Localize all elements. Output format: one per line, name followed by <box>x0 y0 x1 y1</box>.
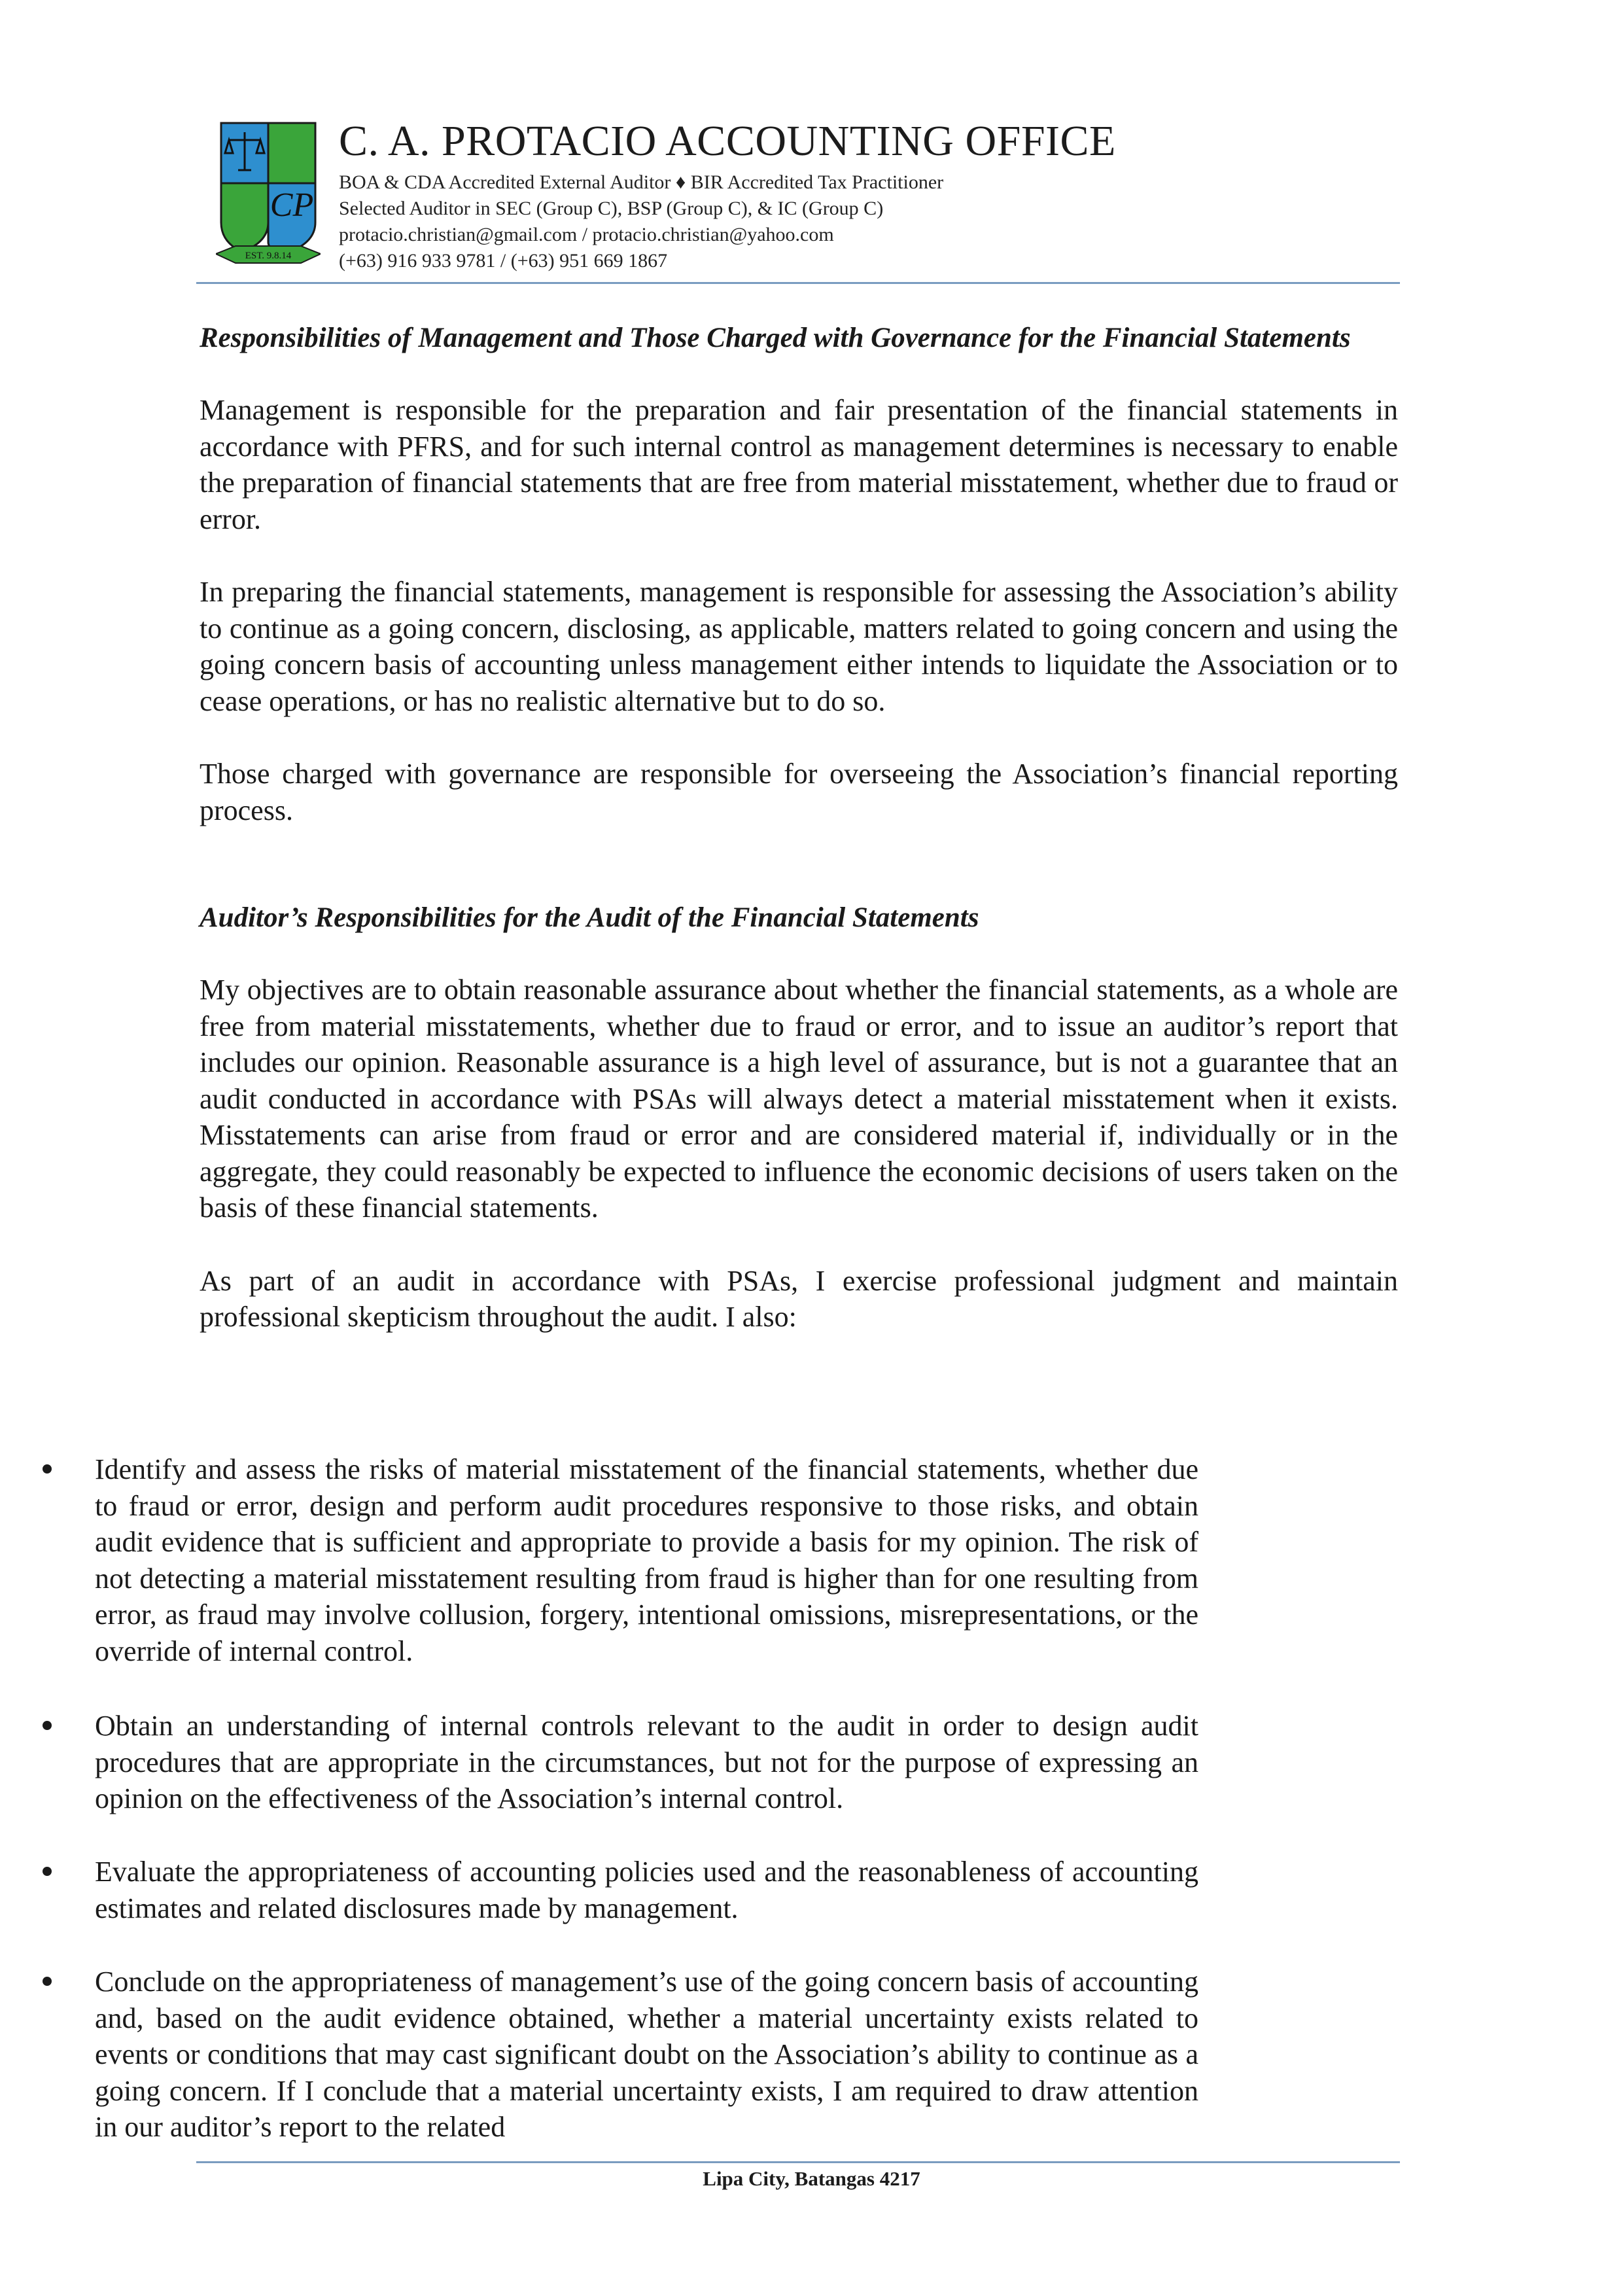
accreditation-line: BOA & CDA Accredited External Auditor ♦ BIR Accredited Tax Practitioner <box>339 171 944 193</box>
bullet-icon <box>43 1464 52 1474</box>
paragraph: Management is responsible for the preparation and fair presentation of the financial statements in accordance with PFRS, and for such internal control as management determines is necessary to enable the preparation of financial statements that are free from material misstatement, whether due to fraud or error. <box>200 394 1398 535</box>
footer-divider <box>196 2161 1400 2163</box>
report-body <box>200 321 1398 1335</box>
logo-monogram: CP <box>270 186 314 224</box>
paragraph: As part of an audit in accordance with PSAs, I exercise professional judgment and maintain professional skepticism throughout the audit. I also: <box>200 1264 1398 1333</box>
phone-line: (+63) 916 933 9781 / (+63) 951 669 1867 <box>339 250 668 272</box>
logo-ribbon-text: EST. 9.8.14 <box>245 251 292 261</box>
paragraph: In preparing the financial statements, management is responsible for assessing the Association’s ability to continue as a going concern, disclosing, as applicable, matters related to going concern and using the going concern basis of accounting unless management either intends to liquidate the Association or to cease operations, or has no realistic alternative but to do so. <box>200 576 1398 717</box>
bullet-icon <box>43 1721 52 1730</box>
list-item: Identify and assess the risks of material misstatement of the financial statements, whether due to fraud or error, design and perform audit procedures responsive to those risks, and obtain audit evidence that is sufficient and appropriate to provide a basis for my opinion. The risk of not detecting a material misstatement resulting from fraud is higher than for one resulting from error, as fraud may involve collusion, forgery, intentional omissions, misrepresentations, or the override of internal control. <box>95 1451 1198 1669</box>
selected-auditor-line: Selected Auditor in SEC (Group C), BSP (Group C), & IC (Group C) <box>339 198 884 219</box>
bullet-icon <box>43 1977 52 1986</box>
paragraph: My objectives are to obtain reasonable assurance about whether the financial statements, as a whole are free from material misstatements, whether due to fraud or error, and to issue an auditor’s report that includes our opinion. Reasonable assurance is a high level of assurance, but is not a guarantee that an audit conducted in accordance with PSAs will always detect a material misstatement when it exists. Misstatements can arise from fraud or error and are considered material if, individually or in the aggregate, they could reasonably be expected to influence the economic decisions of users taken on the basis of these financial statements. <box>200 974 1398 1224</box>
header-divider <box>196 282 1400 284</box>
list-item: Conclude on the appropriateness of management’s use of the going concern basis of accounting and, based on the audit evidence obtained, whether a material uncertainty exists related to events or conditions that may cast significant doubt on the Association’s ability to continue as a going concern. If I conclude that a material uncertainty exists, I am required to draw attention in our auditor’s report to the related <box>95 1964 1198 2146</box>
paragraph: Those charged with governance are responsible for overseeing the Association’s financial reporting process. <box>200 758 1398 826</box>
firm-logo <box>216 118 321 275</box>
firm-name: C. A. PROTACIO ACCOUNTING OFFICE <box>339 117 1116 165</box>
list-item: Evaluate the appropriateness of accounting policies used and the reasonableness of accounting estimates and related disclosures made by management. <box>95 1854 1198 1926</box>
bullet-icon <box>43 1867 52 1876</box>
email-line: protacio.christian@gmail.com / protacio.christian@yahoo.com <box>339 224 834 245</box>
section-heading-auditor: Auditor’s Responsibilities for the Audit of the Financial Statements <box>200 902 979 933</box>
list-item: Obtain an understanding of internal controls relevant to the audit in order to design audit procedures that are appropriate in the circumstances, but not for the purpose of expressing an opinion on the effectiveness of the Association’s internal control. <box>95 1708 1198 1817</box>
footer-address: Lipa City, Batangas 4217 <box>703 2167 920 2190</box>
section-heading-management: Responsibilities of Management and Those Charged with Governance for the Financial Statements <box>200 323 1351 353</box>
letterhead <box>196 111 1400 281</box>
